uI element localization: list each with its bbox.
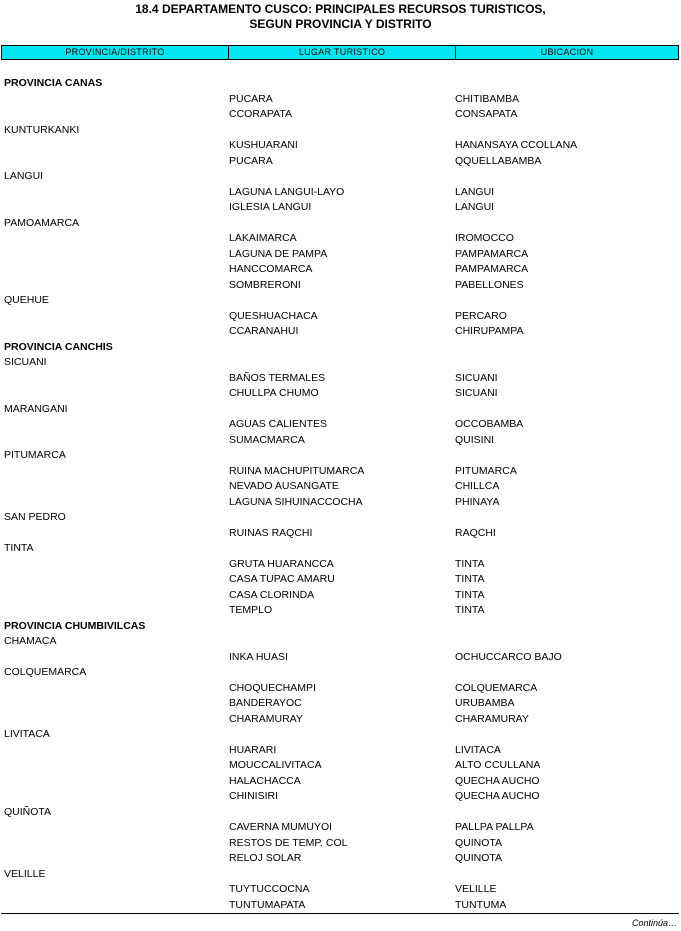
lugar-turistico-cell: CCORAPATA [229,108,293,120]
lugar-turistico-cell: CHULLPA CHUMO [229,387,319,399]
province-row [0,340,681,355]
table-row [0,851,681,866]
ubicacion-cell: CHITIBAMBA [455,92,520,105]
lugar-turistico-cell: KUSHUARANI [229,139,298,151]
table-row [0,882,681,897]
provincia-distrito-cell: CHAMACA [4,635,57,647]
ubicacion-cell: TINTA [455,573,485,585]
district-row [0,727,681,742]
lugar-turistico-cell: CAVERNA MUMUYOI [229,821,333,833]
ubicacion-cell: QUINOTA [455,836,503,849]
table-bottom-border [1,913,679,914]
continued-note: Continúa… [631,918,677,928]
ubicacion-cell: SICUANI [455,371,498,384]
lugar-turistico-cell: HANCCOMARCA [229,263,313,275]
table-row [0,712,681,727]
ubicacion-cell: CONSAPATA [455,108,518,120]
district-row [0,355,681,370]
table-row [0,789,681,804]
ubicacion-cell: RAQCHI [455,526,496,539]
title-line-1: 18.4 DEPARTAMENTO CUSCO: PRINCIPALES RECURSOS TURISTICOS, [135,2,546,16]
ubicacion-cell: SICUANI [455,387,498,399]
lugar-turistico-cell: RUINA MACHUPITUMARCA [229,464,365,477]
lugar-turistico-cell: CASA CLORINDA [229,588,315,601]
ubicacion-cell: TINTA [455,557,485,570]
table-row [0,495,681,510]
table-row [0,185,681,200]
district-row [0,293,681,308]
ubicacion-cell: QUINOTA [455,852,503,864]
lugar-turistico-cell: CASA TUPAC AMARU [229,573,335,585]
ubicacion-cell: QUISINI [455,433,495,446]
provincia-distrito-cell: LANGUI [4,170,44,182]
lugar-turistico-cell: RUINAS RAQCHI [229,526,313,539]
district-row [0,448,681,463]
table-row [0,479,681,494]
lugar-turistico-cell: TUYTUCCOCNA [229,883,310,895]
lugar-turistico-cell: MOUCCALIVITACA [229,759,322,771]
provincia-distrito-cell: MARANGANI [4,402,68,415]
ubicacion-cell: CHILLCA [455,480,500,492]
provincia-distrito-cell: PITUMARCA [4,449,66,461]
ubicacion-cell: LANGUI [455,201,495,213]
title-line-2: SEGUN PROVINCIA Y DISTRITO [249,17,432,31]
lugar-turistico-cell: PUCARA [229,92,273,105]
provincia-distrito-cell: PROVINCIA CANCHIS [4,340,113,353]
lugar-turistico-cell: CHINISIRI [229,790,279,802]
table-row [0,836,681,851]
table-row [0,262,681,277]
district-row [0,541,681,556]
table-header [1,45,679,60]
provincia-distrito-cell: COLQUEMARCA [4,666,87,678]
header-lugar-turistico: LUGAR TURISTICO [229,46,456,59]
ubicacion-cell: LANGUI [455,185,495,198]
ubicacion-cell: CHARAMURAY [455,712,529,725]
lugar-turistico-cell: INKA HUASI [229,650,288,663]
table-row [0,588,681,603]
ubicacion-cell: TINTA [455,588,485,601]
district-row [0,123,681,138]
table-row [0,200,681,215]
district-row [0,867,681,882]
table-row [0,278,681,293]
table-row [0,820,681,835]
ubicacion-cell: PITUMARCA [455,464,517,477]
lugar-turistico-cell: CHOQUECHAMPI [229,681,316,694]
table-row [0,324,681,339]
header-ubicacion: UBICACION [540,47,594,57]
district-row [0,402,681,417]
district-row [0,665,681,680]
header-provincia-distrito: PROVINCIA/DISTRITO [2,46,229,59]
lugar-turistico-cell: SOMBRERONI [229,278,301,291]
table-row [0,464,681,479]
table-row [0,681,681,696]
district-row [0,169,681,184]
lugar-turistico-cell: PUCARA [229,154,273,167]
provincia-distrito-cell: LIVITACA [4,728,50,740]
page-title [0,2,681,32]
table-row [0,231,681,246]
lugar-turistico-cell: NEVADO AUSANGATE [229,480,339,492]
table-row [0,743,681,758]
provincia-distrito-cell: QUIÑOTA [4,805,52,818]
ubicacion-cell: PAMPAMARCA [455,263,529,275]
lugar-turistico-cell: HALACHACCA [229,774,301,787]
lugar-turistico-cell: LAKAIMARCA [229,232,297,244]
district-row [0,510,681,525]
table-row [0,107,681,122]
table-row [0,138,681,153]
province-row [0,76,681,91]
table-row [0,572,681,587]
provincia-distrito-cell: TINTA [4,542,34,554]
table-row [0,557,681,572]
ubicacion-cell: VELILLE [455,883,497,895]
table-row [0,758,681,773]
ubicacion-cell: PABELLONES [455,278,524,291]
lugar-turistico-cell: LAGUNA LANGUI-LAYO [229,185,345,198]
provincia-distrito-cell: VELILLE [4,867,46,880]
table-row [0,526,681,541]
table-row [0,309,681,324]
lugar-turistico-cell: CHARAMURAY [229,712,303,725]
ubicacion-cell: PHINAYA [455,495,500,508]
lugar-turistico-cell: AGUAS CALIENTES [229,418,328,430]
district-row [0,805,681,820]
ubicacion-cell: URUBAMBA [455,697,515,709]
district-row [0,634,681,649]
ubicacion-cell: PALLPA PALLPA [455,821,534,833]
lugar-turistico-cell: CCARANAHUI [229,325,299,337]
lugar-turistico-cell: RESTOS DE TEMP. COL [229,836,348,849]
table-row [0,154,681,169]
lugar-turistico-cell: TUNTUMAPATA [229,898,306,911]
lugar-turistico-cell: LAGUNA SIHUINACCOCHA [229,495,363,508]
table-row [0,386,681,401]
ubicacion-cell: TUNTUMA [455,898,507,911]
table-row [0,417,681,432]
provincia-distrito-cell: KUNTURKANKI [4,123,80,136]
table-row [0,247,681,262]
provincia-distrito-cell: PROVINCIA CANAS [4,77,103,89]
provincia-distrito-cell: QUEHUE [4,294,49,306]
table-row [0,92,681,107]
lugar-turistico-cell: QUESHUACHACA [229,309,318,322]
ubicacion-cell: COLQUEMARCA [455,681,538,694]
ubicacion-cell: CHIRUPAMPA [455,325,524,337]
table-row [0,696,681,711]
ubicacion-cell: TINTA [455,604,485,616]
provincia-distrito-cell: PAMOAMARCA [4,216,80,229]
lugar-turistico-cell: SUMACMARCA [229,433,305,446]
ubicacion-cell: QQUELLABAMBA [455,154,542,167]
ubicacion-cell: HANANSAYA CCOLLANA [455,139,578,151]
table-row [0,433,681,448]
district-row [0,216,681,231]
ubicacion-cell: OCHUCCARCO BAJO [455,650,562,663]
ubicacion-cell: LIVITACA [455,743,501,756]
lugar-turistico-cell: GRUTA HUARANCCA [229,557,334,570]
lugar-turistico-cell: TEMPLO [229,604,273,616]
provincia-distrito-cell: PROVINCIA CHUMBIVILCAS [4,619,146,632]
ubicacion-cell: PERCARO [455,309,507,322]
table-row [0,650,681,665]
ubicacion-cell: PAMPAMARCA [455,247,529,260]
table-row [0,774,681,789]
lugar-turistico-cell: BAÑOS TERMALES [229,371,326,384]
ubicacion-cell: QUECHA AUCHO [455,774,540,787]
provincia-distrito-cell: SAN PEDRO [4,511,66,523]
lugar-turistico-cell: BANDERAYOC [229,697,302,709]
provincia-distrito-cell: SICUANI [4,356,47,368]
ubicacion-cell: OCCOBAMBA [455,418,524,430]
lugar-turistico-cell: RELOJ SOLAR [229,852,302,864]
ubicacion-cell: QUECHA AUCHO [455,790,540,802]
ubicacion-cell: ALTO CCULLANA [455,759,541,771]
lugar-turistico-cell: HUARARI [229,743,277,756]
province-row [0,619,681,634]
table-row [0,898,681,913]
lugar-turistico-cell: LAGUNA DE PAMPA [229,247,328,260]
table-row [0,371,681,386]
lugar-turistico-cell: IGLESIA LANGUI [229,201,312,213]
table-row [0,603,681,618]
ubicacion-cell: IROMOCCO [455,232,514,244]
